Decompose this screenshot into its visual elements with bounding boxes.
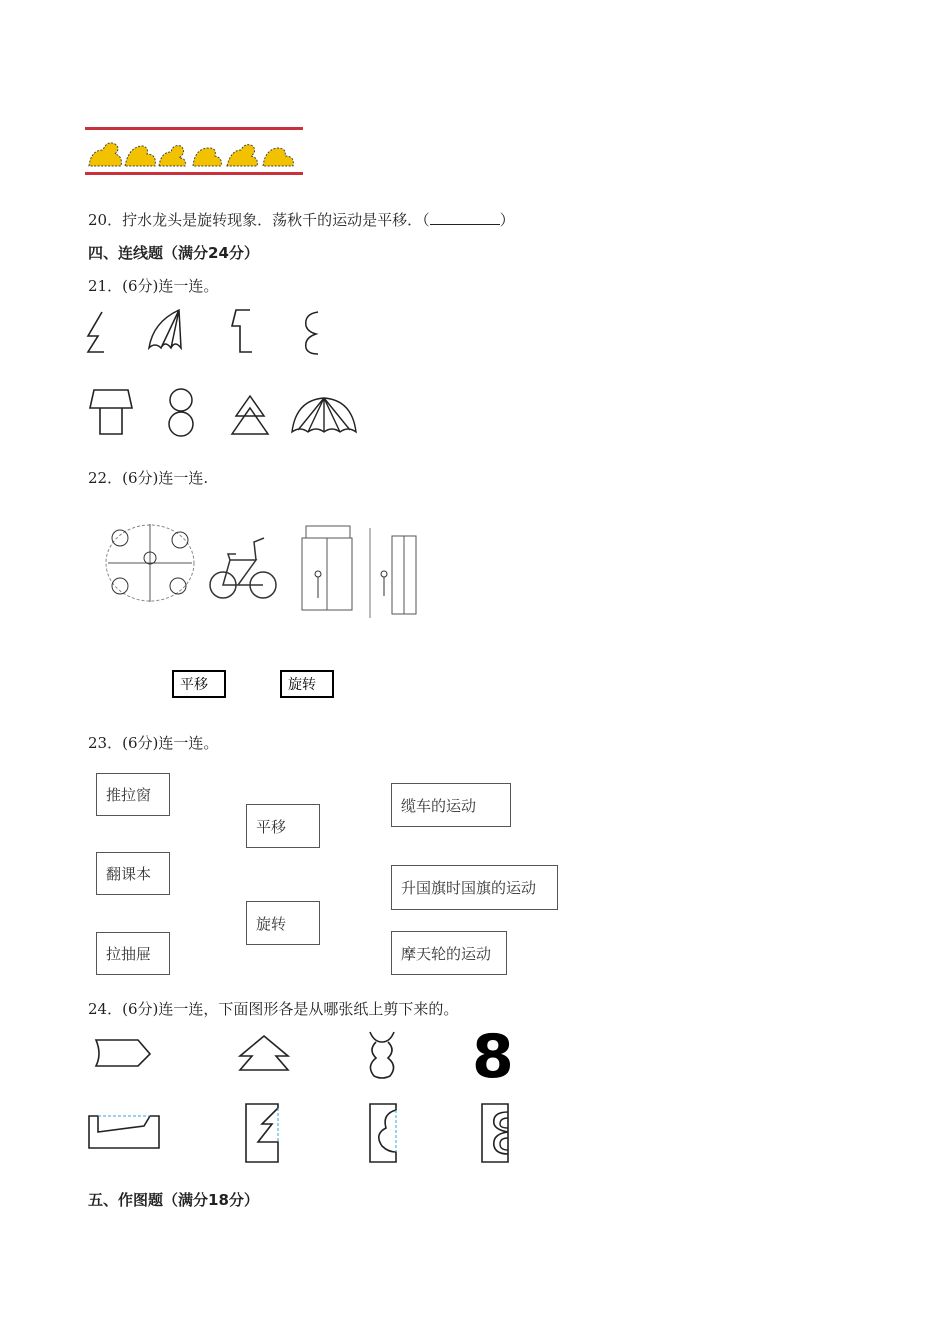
folded-paper-eight bbox=[478, 1102, 512, 1166]
question-20-text: 20．拧水龙头是旋转现象．荡秋千的运动是平移．（ bbox=[88, 211, 430, 229]
q23-left-push-window[interactable]: 推拉窗 bbox=[96, 773, 170, 816]
section-4-title: 四、连线题（满分24分） bbox=[88, 244, 259, 262]
question-21: 21．(6分)连一连。 bbox=[88, 277, 219, 295]
half-umbrella-shape bbox=[145, 308, 187, 356]
tree-shape bbox=[236, 1034, 292, 1074]
carousel-picture bbox=[100, 518, 200, 608]
question-22: 22．(6分)连一连. bbox=[88, 469, 209, 487]
digit-eight: 8 bbox=[472, 1022, 514, 1092]
figure-eight-shape bbox=[166, 386, 196, 440]
question-20 bbox=[88, 210, 515, 230]
half-lightning-shape bbox=[84, 310, 114, 358]
section-5-title: 五、作图题（满分18分） bbox=[88, 1191, 259, 1209]
half-lamp-shape bbox=[228, 308, 258, 358]
q23-right-flag-raising[interactable]: 升国旗时国旗的运动 bbox=[391, 865, 558, 910]
folded-paper-curve bbox=[366, 1102, 400, 1166]
half-eight-shape bbox=[300, 308, 324, 358]
duck-pattern-strip bbox=[85, 124, 307, 180]
bug-shape bbox=[362, 1030, 404, 1082]
umbrella-shape bbox=[290, 396, 358, 440]
q23-right-cable-car[interactable]: 缆车的运动 bbox=[391, 783, 511, 827]
q23-middle-rotation[interactable]: 旋转 bbox=[246, 901, 320, 945]
folded-paper-zigzag bbox=[242, 1102, 282, 1166]
arrow-sign-shape bbox=[94, 1036, 154, 1072]
q22-box-translation[interactable]: 平移 bbox=[172, 670, 226, 698]
bicycle-picture bbox=[208, 530, 278, 606]
question-24: 24．(6分)连一连，下面图形各是从哪张纸上剪下来的。 bbox=[88, 1000, 459, 1018]
q23-left-pull-drawer[interactable]: 拉抽屉 bbox=[96, 932, 170, 975]
lamp-shape bbox=[88, 388, 134, 438]
question-23: 23．(6分)连一连。 bbox=[88, 734, 219, 752]
elevator-door-picture bbox=[294, 522, 358, 614]
q23-left-flip-book[interactable]: 翻课本 bbox=[96, 852, 170, 895]
answer-blank[interactable] bbox=[430, 210, 500, 225]
question-20-close: ） bbox=[499, 211, 515, 229]
elevator-person-picture bbox=[364, 526, 424, 622]
q23-middle-translation[interactable]: 平移 bbox=[246, 804, 320, 848]
q23-right-ferris-wheel[interactable]: 摩天轮的运动 bbox=[391, 931, 507, 975]
q22-box-rotation[interactable]: 旋转 bbox=[280, 670, 334, 698]
tree-triangle-shape bbox=[228, 394, 272, 438]
folded-paper-arrow bbox=[86, 1112, 162, 1152]
